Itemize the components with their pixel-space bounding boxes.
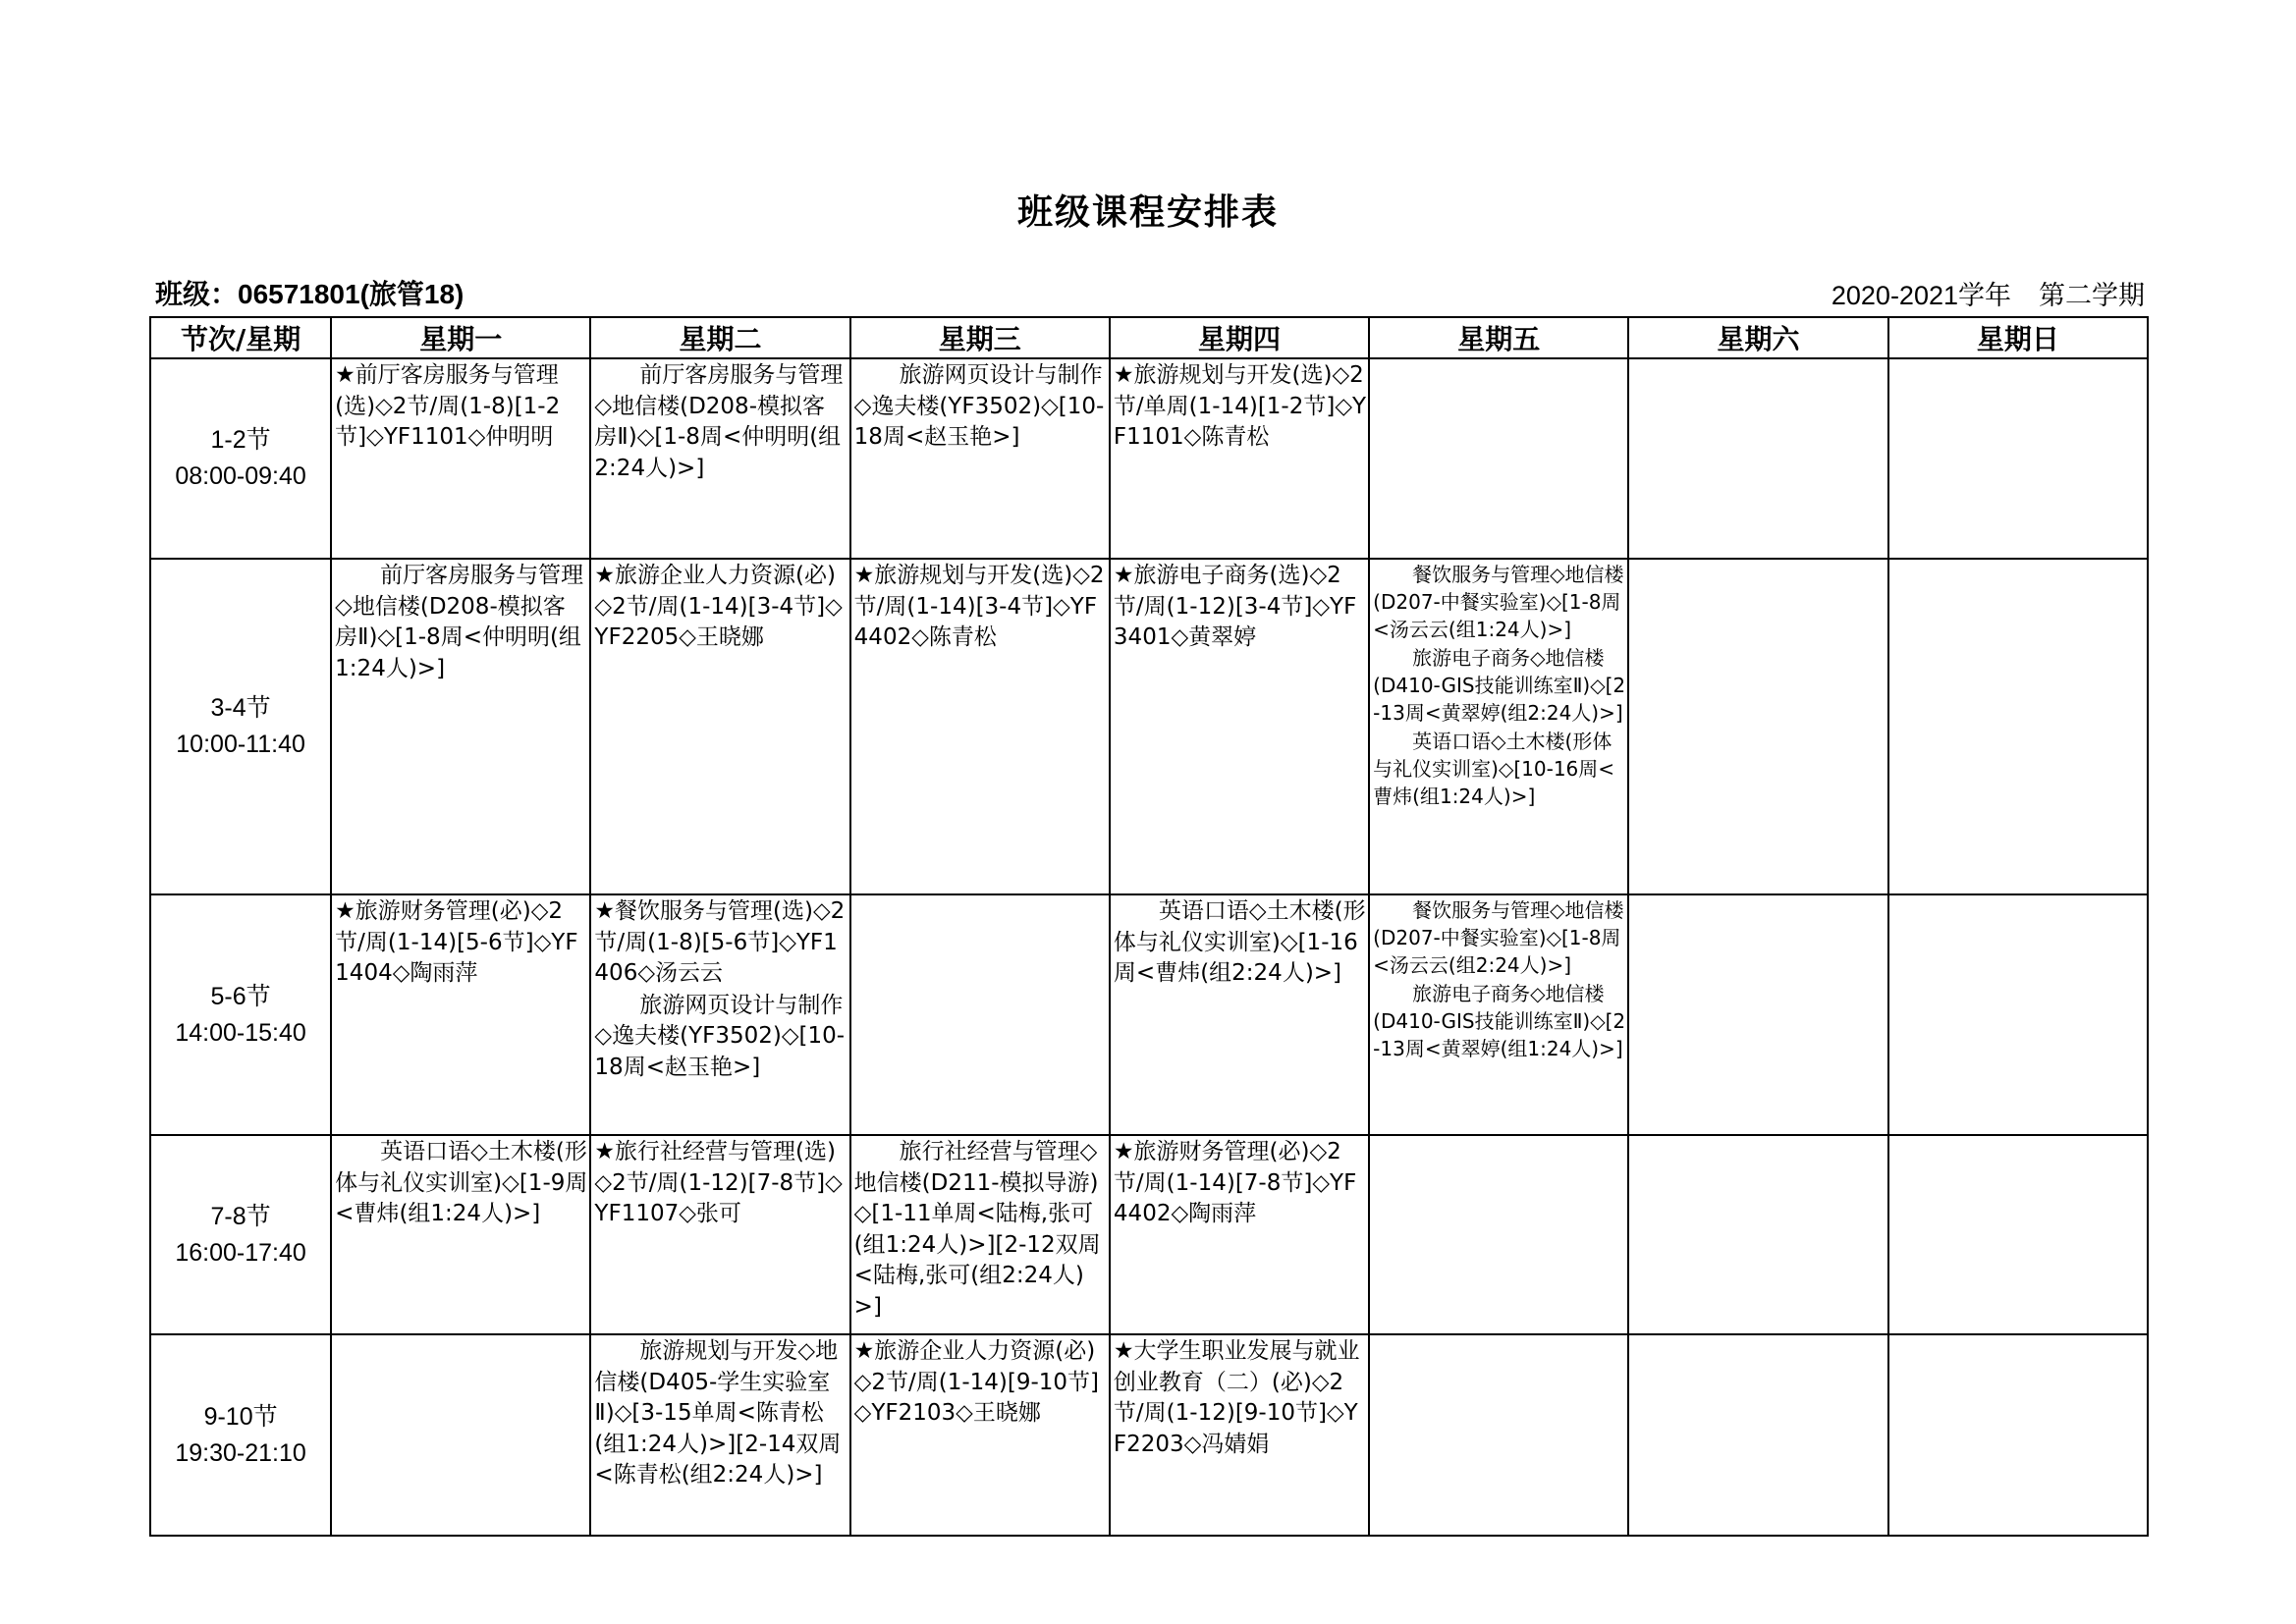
period-time: 10:00-11:40 xyxy=(176,731,305,758)
day-cell-friday xyxy=(1369,559,1628,894)
day-cell-friday xyxy=(1369,1135,1628,1334)
schedule-row xyxy=(150,1135,2148,1334)
period-time: 14:00-15:40 xyxy=(175,1018,306,1047)
day-cell-wednesday xyxy=(850,358,1110,559)
course-entry: ★大学生职业发展与就业创业教育（二）(必)◇2节/周(1-12)[9-10节]◇YF2203◇冯婧娟 xyxy=(1113,1338,1360,1457)
day-cell-thursday xyxy=(1110,358,1369,559)
period-time: 08:00-09:40 xyxy=(175,462,306,490)
day-cell-saturday xyxy=(1628,1135,1887,1334)
course-entry: ★旅游规划与开发(选)◇2节/周(1-14)[3-4节]◇YF4402◇陈青松 xyxy=(853,563,1105,650)
day-cell-sunday xyxy=(1888,358,2148,559)
course-entry: 英语口语◇土木楼(形体与礼仪实训室)◇[10-16周<曹炜(组1:24人)>] xyxy=(1373,730,1615,808)
period-label: 1-2节 xyxy=(210,426,271,454)
period-cell xyxy=(150,1334,331,1536)
header-sunday: 星期日 xyxy=(1888,317,2148,358)
period-label: 5-6节 xyxy=(210,982,271,1010)
academic-year: 2020-2021学年 xyxy=(1831,281,2011,310)
header-tuesday: 星期二 xyxy=(590,317,849,358)
day-cell-monday xyxy=(331,358,590,559)
day-cell-sunday xyxy=(1888,559,2148,894)
day-cell-saturday xyxy=(1628,1334,1887,1536)
day-cell-tuesday xyxy=(590,358,849,559)
period-cell xyxy=(150,559,331,894)
day-cell-tuesday xyxy=(590,1334,849,1536)
schedule-row xyxy=(150,559,2148,894)
day-cell-wednesday xyxy=(850,1334,1110,1536)
day-cell-thursday xyxy=(1110,1135,1369,1334)
course-entry: ★旅游企业人力资源(必)◇2节/周(1-14)[9-10节]◇YF2103◇王晓娜 xyxy=(853,1338,1100,1426)
day-cell-saturday xyxy=(1628,894,1887,1135)
day-cell-thursday xyxy=(1110,894,1369,1135)
day-cell-monday xyxy=(331,894,590,1135)
header-saturday: 星期六 xyxy=(1628,317,1887,358)
day-cell-tuesday xyxy=(590,559,849,894)
course-entry: ★餐饮服务与管理(选)◇2节/周(1-8)[5-6节]◇YF1406◇汤云云 xyxy=(594,898,846,986)
day-cell-monday xyxy=(331,1334,590,1536)
day-cell-tuesday xyxy=(590,894,849,1135)
course-entry: 旅游网页设计与制作◇逸夫楼(YF3502)◇[10-18周<赵玉艳>] xyxy=(594,992,846,1080)
day-cell-monday xyxy=(331,559,590,894)
course-entry: 英语口语◇土木楼(形体与礼仪实训室)◇[1-9周<曹炜(组1:24人)>] xyxy=(335,1139,588,1226)
course-entry: 旅游网页设计与制作◇逸夫楼(YF3502)◇[10-18周<赵玉艳>] xyxy=(853,362,1105,450)
course-entry: ★旅游财务管理(必)◇2节/周(1-14)[5-6节]◇YF1404◇陶雨萍 xyxy=(335,898,578,986)
day-cell-monday xyxy=(331,1135,590,1334)
course-entry: ★旅游电子商务(选)◇2节/周(1-12)[3-4节]◇YF3401◇黄翠婷 xyxy=(1113,563,1357,650)
course-entry: 英语口语◇土木楼(形体与礼仪实训室)◇[1-16周<曹炜(组2:24人)>] xyxy=(1113,898,1366,986)
course-entry: 前厅客房服务与管理◇地信楼(D208-模拟客房Ⅱ)◇[1-8周<仲明明(组1:24人)>] xyxy=(335,563,584,681)
period-label: 7-8节 xyxy=(210,1202,271,1230)
period-cell xyxy=(150,1135,331,1334)
page-title: 班级课程安排表 xyxy=(1016,192,1279,233)
period-time: 19:30-21:10 xyxy=(175,1438,306,1467)
header-thursday: 星期四 xyxy=(1110,317,1369,358)
period-time: 16:00-17:40 xyxy=(175,1238,306,1267)
course-entry: 餐饮服务与管理◇地信楼(D207-中餐实验室)◇[1-8周<汤云云(组2:24人)>] xyxy=(1373,898,1624,977)
period-cell xyxy=(150,894,331,1135)
day-cell-wednesday xyxy=(850,559,1110,894)
course-entry: ★前厅客房服务与管理(选)◇2节/周(1-8)[1-2节]◇YF1101◇仲明明 xyxy=(335,362,561,450)
course-entry: ★旅游规划与开发(选)◇2节/单周(1-14)[1-2节]◇YF1101◇陈青松 xyxy=(1113,362,1367,450)
course-entry: 前厅客房服务与管理◇地信楼(D208-模拟客房Ⅱ)◇[1-8周<仲明明(组2:24人)>] xyxy=(594,362,844,481)
header-friday: 星期五 xyxy=(1369,317,1628,358)
header-period: 节次/星期 xyxy=(150,317,331,358)
day-cell-friday xyxy=(1369,358,1628,559)
schedule-row xyxy=(150,894,2148,1135)
day-cell-thursday xyxy=(1110,559,1369,894)
class-label: 班级：06571801(旅管18) xyxy=(155,279,465,309)
course-entry: ★旅行社经营与管理(选)◇2节/周(1-12)[7-8节]◇YF1107◇张可 xyxy=(594,1139,843,1226)
day-cell-friday xyxy=(1369,1334,1628,1536)
period-label: 9-10节 xyxy=(203,1402,278,1431)
schedule-table xyxy=(149,316,2149,1537)
day-cell-wednesday xyxy=(850,1135,1110,1334)
period-label: 3-4节 xyxy=(210,694,271,722)
period-cell xyxy=(150,358,331,559)
course-entry: 旅游规划与开发◇地信楼(D405-学生实验室Ⅱ)◇[3-15单周<陈青松(组1:24人)>][2-14双周<陈青松(组2:24人)>] xyxy=(594,1338,842,1488)
course-entry: 旅游电子商务◇地信楼(D410-GIS技能训练室Ⅱ)◇[2-13周<黄翠婷(组1:24人)>] xyxy=(1373,982,1626,1060)
day-cell-sunday xyxy=(1888,894,2148,1135)
day-cell-tuesday xyxy=(590,1135,849,1334)
day-cell-thursday xyxy=(1110,1334,1369,1536)
course-entry: 旅游电子商务◇地信楼(D410-GIS技能训练室Ⅱ)◇[2-13周<黄翠婷(组2:24人)>] xyxy=(1373,646,1626,725)
course-entry: ★旅游财务管理(必)◇2节/周(1-14)[7-8节]◇YF4402◇陶雨萍 xyxy=(1113,1139,1357,1226)
schedule-row xyxy=(150,358,2148,559)
header-monday: 星期一 xyxy=(331,317,590,358)
semester: 第二学期 xyxy=(2039,281,2145,310)
day-cell-friday xyxy=(1369,894,1628,1135)
day-cell-saturday xyxy=(1628,559,1887,894)
schedule-row xyxy=(150,1334,2148,1536)
term-label xyxy=(1831,274,2145,312)
day-cell-sunday xyxy=(1888,1135,2148,1334)
day-cell-wednesday xyxy=(850,894,1110,1135)
header-wednesday: 星期三 xyxy=(850,317,1110,358)
course-entry: 旅行社经营与管理◇地信楼(D211-模拟导游)◇[1-11单周<陆梅,张可(组1:24人)>][2-12双周<陆梅,张可(组2:24人)>] xyxy=(853,1139,1101,1320)
header-row xyxy=(150,317,2148,358)
course-entry: 餐饮服务与管理◇地信楼(D207-中餐实验室)◇[1-8周<汤云云(组1:24人)>] xyxy=(1373,563,1624,641)
day-cell-saturday xyxy=(1628,358,1887,559)
day-cell-sunday xyxy=(1888,1334,2148,1536)
course-entry: ★旅游企业人力资源(必)◇2节/周(1-14)[3-4节]◇YF2205◇王晓娜 xyxy=(594,563,843,650)
